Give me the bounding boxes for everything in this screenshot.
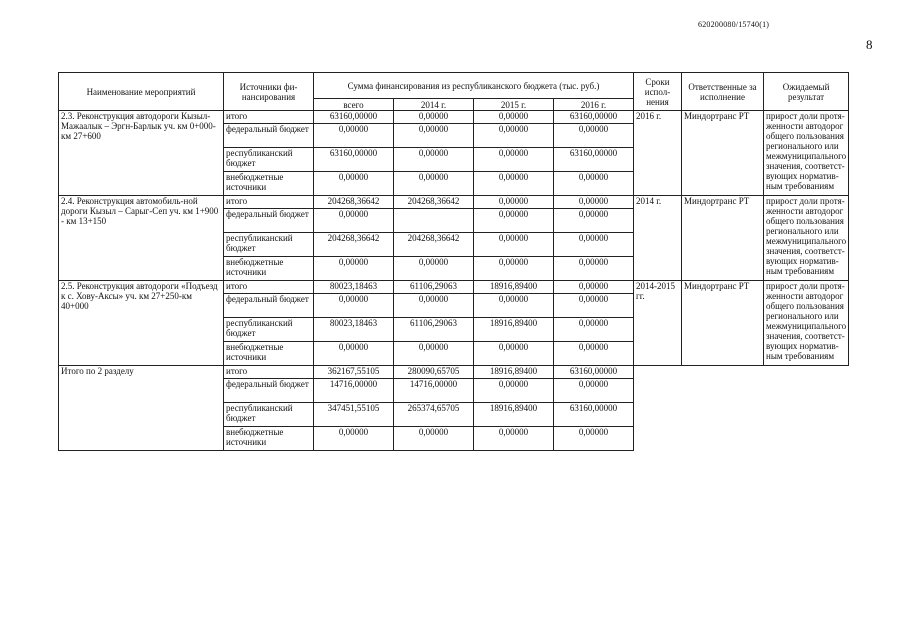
amount-y2014: 265374,65705 xyxy=(394,403,474,427)
execution-term: 2014 г. xyxy=(634,196,682,281)
table-row xyxy=(59,111,849,124)
funding-table xyxy=(58,72,849,451)
amount-y2014: 61106,29063 xyxy=(394,281,474,294)
amount-y2014: 204268,36642 xyxy=(394,196,474,209)
blank-cell xyxy=(634,366,849,451)
amount-y2016: 63160,00000 xyxy=(554,403,634,427)
amount-y2016: 0,00000 xyxy=(554,124,634,148)
expected-result: прирост доли протя-женности автодорог общего пользования регионального или межмуниципального значения, соответст-вующих норматив-ным требованиям xyxy=(764,111,849,196)
amount-total: 0,00000 xyxy=(314,172,394,196)
amount-y2014: 0,00000 xyxy=(394,294,474,318)
amount-total: 362167,55105 xyxy=(314,366,394,379)
amount-y2016: 0,00000 xyxy=(554,233,634,257)
header-2014: 2014 г. xyxy=(394,99,474,111)
activity-name: 2.5. Реконструкция автодороги «Подъезд к с. Хову-Аксы» уч. км 27+250-км 40+000 xyxy=(59,281,224,366)
amount-y2015: 0,00000 xyxy=(474,196,554,209)
responsible-party: Миндортранс РТ xyxy=(682,196,764,281)
document-id: 620200080/15740(1) xyxy=(698,20,770,29)
amount-total: 63160,00000 xyxy=(314,111,394,124)
amount-total: 0,00000 xyxy=(314,209,394,233)
amount-y2016: 63160,00000 xyxy=(554,366,634,379)
amount-y2014: 61106,29063 xyxy=(394,318,474,342)
amount-y2016: 0,00000 xyxy=(554,281,634,294)
table-row xyxy=(59,196,849,209)
expected-result: прирост доли протя-женности автодорог общего пользования регионального или межмуниципального значения, соответст-вующих норматив-ным требованиям xyxy=(764,281,849,366)
header-result: Ожидаемый результат xyxy=(764,73,849,111)
amount-y2016: 0,00000 xyxy=(554,172,634,196)
amount-y2016: 0,00000 xyxy=(554,379,634,403)
table-row xyxy=(59,281,849,294)
header-funding: Сумма финансирования из республиканского бюджета (тыс. руб.) xyxy=(314,73,634,99)
amount-y2015: 18916,89400 xyxy=(474,366,554,379)
funding-source: федеральный бюджет xyxy=(224,209,314,233)
page-number: 8 xyxy=(866,37,873,52)
amount-y2014: 0,00000 xyxy=(394,148,474,172)
amount-total: 0,00000 xyxy=(314,257,394,281)
funding-source: федеральный бюджет xyxy=(224,294,314,318)
amount-y2016: 63160,00000 xyxy=(554,111,634,124)
amount-y2014: 0,00000 xyxy=(394,342,474,366)
funding-source: итого xyxy=(224,366,314,379)
amount-total: 80023,18463 xyxy=(314,318,394,342)
execution-term: 2016 г. xyxy=(634,111,682,196)
funding-source: внебюджетные источники xyxy=(224,427,314,451)
amount-y2014: 0,00000 xyxy=(394,427,474,451)
amount-y2015: 0,00000 xyxy=(474,209,554,233)
amount-total: 63160,00000 xyxy=(314,148,394,172)
amount-total: 80023,18463 xyxy=(314,281,394,294)
amount-y2015: 0,00000 xyxy=(474,294,554,318)
amount-y2016: 0,00000 xyxy=(554,294,634,318)
table-row xyxy=(59,366,849,379)
amount-y2015: 0,00000 xyxy=(474,342,554,366)
amount-total: 14716,00000 xyxy=(314,379,394,403)
amount-y2015: 0,00000 xyxy=(474,379,554,403)
header-source: Источники фи-нансирования xyxy=(224,73,314,111)
header-total: всего xyxy=(314,99,394,111)
amount-total: 204268,36642 xyxy=(314,233,394,257)
amount-total: 0,00000 xyxy=(314,342,394,366)
amount-y2016: 0,00000 xyxy=(554,342,634,366)
amount-y2015: 0,00000 xyxy=(474,257,554,281)
table-body xyxy=(59,111,849,451)
funding-source: внебюджетные источники xyxy=(224,172,314,196)
header-2015: 2015 г. xyxy=(474,99,554,111)
amount-total: 0,00000 xyxy=(314,294,394,318)
header-name: Наименование мероприятий xyxy=(59,73,224,111)
funding-source: итого xyxy=(224,111,314,124)
funding-source: республиканский бюджет xyxy=(224,318,314,342)
responsible-party: Миндортранс РТ xyxy=(682,111,764,196)
amount-y2014: 280090,65705 xyxy=(394,366,474,379)
amount-y2015: 18916,89400 xyxy=(474,318,554,342)
amount-y2015: 0,00000 xyxy=(474,172,554,196)
amount-total: 204268,36642 xyxy=(314,196,394,209)
header-responsible: Ответственные за исполнение xyxy=(682,73,764,111)
amount-y2014: 0,00000 xyxy=(394,257,474,281)
amount-y2016: 0,00000 xyxy=(554,257,634,281)
funding-source: внебюджетные источники xyxy=(224,257,314,281)
amount-y2016: 0,00000 xyxy=(554,318,634,342)
amount-y2014: 0,00000 xyxy=(394,124,474,148)
amount-y2015: 0,00000 xyxy=(474,148,554,172)
amount-total: 347451,55105 xyxy=(314,403,394,427)
amount-y2015: 0,00000 xyxy=(474,111,554,124)
amount-y2014: 204268,36642 xyxy=(394,233,474,257)
amount-total: 0,00000 xyxy=(314,124,394,148)
funding-source: республиканский бюджет xyxy=(224,233,314,257)
funding-source: федеральный бюджет xyxy=(224,379,314,403)
funding-source: республиканский бюджет xyxy=(224,148,314,172)
amount-y2016: 0,00000 xyxy=(554,427,634,451)
amount-y2016: 0,00000 xyxy=(554,196,634,209)
activity-name: 2.3. Реконструкция автодороги Кызыл-Мажаалык – Эргн-Барлык уч. км 0+000-км 27+600 xyxy=(59,111,224,196)
header-term: Сроки испол-нения xyxy=(634,73,682,111)
totals-label: Итого по 2 разделу xyxy=(59,366,224,451)
expected-result: прирост доли протя-женности автодорог общего пользования регионального или межмуниципального значения, соответст-вующих норматив-ным требованиям xyxy=(764,196,849,281)
funding-source: федеральный бюджет xyxy=(224,124,314,148)
amount-y2016: 63160,00000 xyxy=(554,148,634,172)
amount-y2015: 0,00000 xyxy=(474,233,554,257)
activity-name: 2.4. Реконструкция автомобиль-ной дороги Кызыл – Сарыг-Сеп уч. км 1+900 - км 13+150 xyxy=(59,196,224,281)
funding-source: итого xyxy=(224,196,314,209)
funding-source: республиканский бюджет xyxy=(224,403,314,427)
funding-source: внебюджетные источники xyxy=(224,342,314,366)
amount-total: 0,00000 xyxy=(314,427,394,451)
amount-y2015: 0,00000 xyxy=(474,427,554,451)
amount-y2014 xyxy=(394,209,474,233)
header-2016: 2016 г. xyxy=(554,99,634,111)
amount-y2014: 0,00000 xyxy=(394,172,474,196)
amount-y2014: 0,00000 xyxy=(394,111,474,124)
funding-source: итого xyxy=(224,281,314,294)
responsible-party: Миндортранс РТ xyxy=(682,281,764,366)
amount-y2015: 18916,89400 xyxy=(474,403,554,427)
execution-term: 2014-2015 гг. xyxy=(634,281,682,366)
amount-y2015: 18916,89400 xyxy=(474,281,554,294)
amount-y2015: 0,00000 xyxy=(474,124,554,148)
amount-y2016: 0,00000 xyxy=(554,209,634,233)
amount-y2014: 14716,00000 xyxy=(394,379,474,403)
